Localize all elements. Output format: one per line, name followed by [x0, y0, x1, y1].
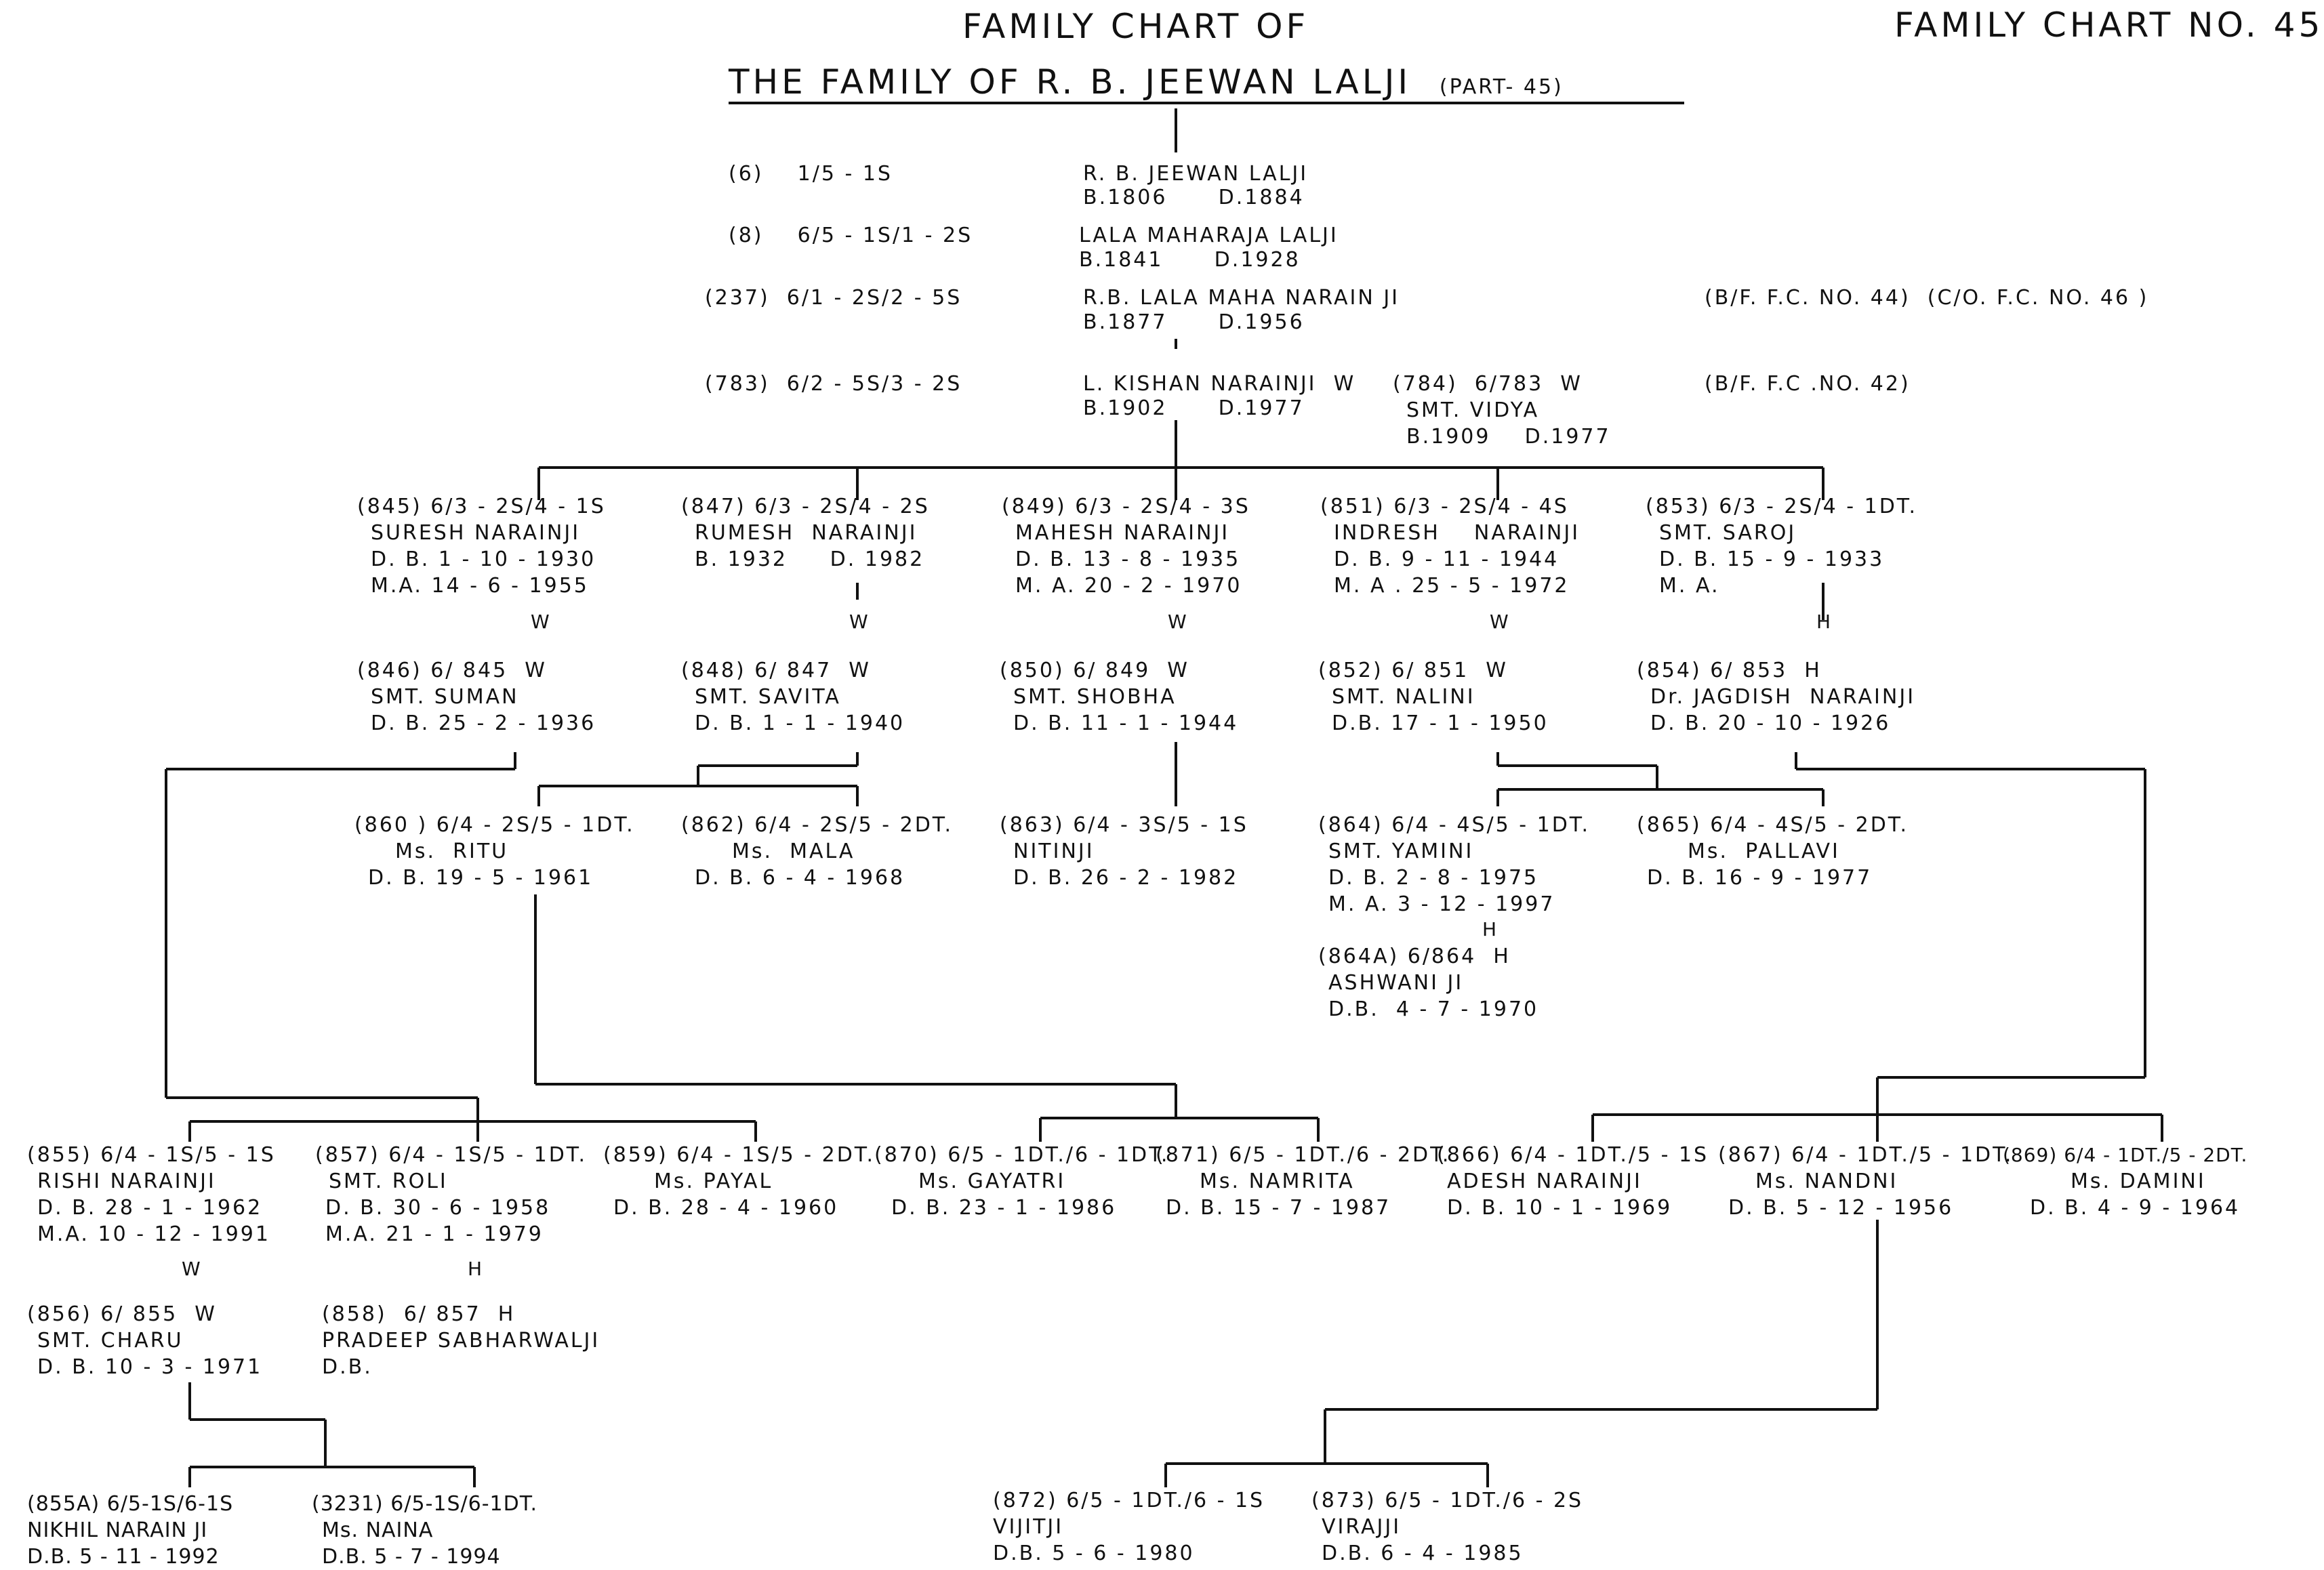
node-dates: D. B. 23 - 1 - 1986	[891, 1196, 1117, 1220]
node-name: SMT. SUMAN	[371, 685, 519, 709]
person-node	[1156, 1142, 1450, 1221]
node-dates: D. B. 19 - 5 - 1961	[368, 866, 594, 890]
node-dates: D.B.	[322, 1355, 373, 1379]
node-name: Ms. RITU	[395, 840, 509, 863]
node-dates: D. B. 11 - 1 - 1944	[1013, 711, 1239, 735]
node-dates: D.B. 5 - 11 - 1992	[27, 1545, 220, 1569]
spouse-node	[357, 657, 596, 737]
lineage-name: LALA MAHARAJA LALJI	[1079, 224, 1339, 247]
node-code: (870) 6/5 - 1DT./6 - 1DT.	[874, 1143, 1170, 1167]
person-node	[1320, 493, 1580, 599]
node-dates: D. B. 28 - 4 - 1960	[613, 1196, 839, 1220]
spouse-node	[1318, 943, 1538, 1022]
node-code: (853) 6/3 - 2S/4 - 1DT.	[1646, 495, 1918, 518]
node-name: RUMESH NARAINJI	[695, 521, 918, 545]
node-dates: D.B. 6 - 4 - 1985	[1322, 1542, 1524, 1565]
node-name: SMT. ROLI	[329, 1170, 448, 1193]
node-code: (851) 6/3 - 2S/4 - 4S	[1320, 495, 1569, 518]
node-dates: D. B. 15 - 9 - 1933	[1659, 548, 1885, 571]
node-code: (847) 6/3 - 2S/4 - 2S	[681, 495, 930, 518]
node-dates: D. B. 26 - 2 - 1982	[1013, 866, 1239, 890]
node-dates: D. B. 15 - 7 - 1987	[1166, 1196, 1391, 1220]
node-dates: D. B. 28 - 1 - 1962	[37, 1196, 263, 1220]
marriage-connector: W	[531, 611, 550, 633]
person-node	[312, 1491, 537, 1570]
node-dates: D.B. 5 - 7 - 1994	[322, 1545, 501, 1569]
marriage-connector: W	[849, 611, 868, 633]
chart-title-family: THE FAMILY OF R. B. JEEWAN LALJI	[729, 62, 1412, 102]
node-dates: D. B. 9 - 11 - 1944	[1334, 548, 1559, 571]
node-code: (867) 6/4 - 1DT./5 - 1DT.	[1718, 1143, 2014, 1167]
node-dates: D. B. 4 - 9 - 1964	[2030, 1196, 2241, 1220]
marriage-connector: W	[1168, 611, 1187, 633]
spouse-node	[1000, 657, 1238, 737]
node-code: (862) 6/4 - 2S/5 - 2DT.	[681, 813, 954, 837]
chart-title-line1: FAMILY CHART OF	[962, 7, 1309, 46]
node-marriage: M. A . 25 - 5 - 1972	[1334, 574, 1570, 598]
lineage-code: (237) 6/1 - 2S/2 - 5S	[705, 286, 962, 310]
node-name: Ms. PAYAL	[654, 1170, 773, 1193]
node-name: SURESH NARAINJI	[371, 521, 581, 545]
node-name: Ms. NANDNI	[1755, 1170, 1898, 1193]
node-dates: D. B. 13 - 8 - 1935	[1015, 548, 1241, 571]
node-name: Ms. PALLAVI	[1688, 840, 1840, 863]
lineage-code: (6) 1/5 - 1S	[729, 162, 893, 186]
node-name: Ms. GAYATRI	[918, 1170, 1066, 1193]
title-underline	[729, 102, 1684, 104]
node-code: (873) 6/5 - 1DT./6 - 2S	[1311, 1489, 1584, 1512]
node-name: SMT. CHARU	[37, 1329, 184, 1352]
node-code: (850) 6/ 849 W	[1000, 659, 1189, 682]
node-code: (854) 6/ 853 H	[1637, 659, 1822, 682]
node-code: (846) 6/ 845 W	[357, 659, 547, 682]
node-dates: D.B. 17 - 1 - 1950	[1332, 711, 1549, 735]
person-node	[315, 1142, 587, 1247]
person-node	[27, 1142, 276, 1247]
lineage-name: L. KISHAN NARAINJI W	[1083, 372, 1356, 396]
lineage-dates: B.1877 D.1956	[1083, 310, 1305, 334]
node-code: (865) 6/4 - 4S/5 - 2DT.	[1637, 813, 1909, 837]
node-name: PRADEEP SABHARWALJI	[322, 1329, 600, 1352]
spouse-node	[681, 657, 905, 737]
person-node	[874, 1142, 1169, 1221]
spouse-node	[1318, 657, 1549, 737]
person-node	[1002, 493, 1250, 599]
node-marriage: M.A. 21 - 1 - 1979	[325, 1222, 544, 1246]
node-code: (863) 6/4 - 3S/5 - 1S	[1000, 813, 1248, 837]
marriage-connector: W	[182, 1258, 201, 1280]
node-dates: D. B. 16 - 9 - 1977	[1647, 866, 1873, 890]
node-code: (871) 6/5 - 1DT./6 - 2DT.	[1156, 1143, 1451, 1167]
person-node	[27, 1491, 233, 1570]
person-node	[993, 1487, 1265, 1567]
node-marriage: M.A. 10 - 12 - 1991	[37, 1222, 270, 1246]
marriage-connector: H	[1482, 918, 1497, 941]
node-name: RISHI NARAINJI	[37, 1170, 216, 1193]
marriage-connector: H	[1816, 611, 1831, 633]
node-code: (848) 6/ 847 W	[681, 659, 871, 682]
node-marriage: M. A. 3 - 12 - 1997	[1328, 892, 1555, 916]
node-name: Ms. DAMINI	[2071, 1170, 2206, 1193]
node-dates: D. B. 6 - 4 - 1968	[695, 866, 905, 890]
node-code: (864) 6/4 - 4S/5 - 1DT.	[1318, 813, 1591, 837]
node-name: SMT. VIDYA	[1406, 398, 1540, 422]
person-node	[357, 493, 606, 599]
person-node	[681, 493, 930, 573]
person-node	[1718, 1142, 2013, 1221]
marriage-connector: W	[1490, 611, 1509, 633]
node-dates: D. B. 1 - 10 - 1930	[371, 548, 596, 571]
node-code: (857) 6/4 - 1S/5 - 1DT.	[315, 1143, 588, 1167]
lineage-dates: B.1902 D.1977	[1083, 396, 1305, 420]
node-name: Ms. MALA	[732, 840, 855, 863]
person-node	[1437, 1142, 1709, 1221]
node-name: SMT. NALINI	[1332, 685, 1475, 709]
person-node	[681, 812, 953, 891]
node-marriage: M. A. 20 - 2 - 1970	[1015, 574, 1242, 598]
node-code: (3231) 6/5-1S/6-1DT.	[312, 1492, 538, 1516]
lineage-code: (8) 6/5 - 1S/1 - 2S	[729, 224, 973, 247]
chart-title-line2	[729, 62, 1564, 102]
node-code: (859) 6/4 - 1S/5 - 2DT.	[603, 1143, 876, 1167]
node-dates: D. B. 10 - 3 - 1971	[37, 1355, 263, 1379]
node-dates: D. B. 25 - 2 - 1936	[371, 711, 596, 735]
person-node	[1311, 1487, 1583, 1567]
node-name: SMT. SHOBHA	[1013, 685, 1177, 709]
node-name: NITINJI	[1013, 840, 1095, 863]
cross-reference: (B/F. F.C .NO. 42)	[1705, 372, 1911, 396]
spouse-node	[1637, 657, 1915, 737]
node-name: Ms. NAINA	[322, 1519, 434, 1542]
lineage-code: (783) 6/2 - 5S/3 - 2S	[705, 372, 962, 396]
node-name: VIJITJI	[993, 1515, 1064, 1539]
node-code: (869) 6/4 - 1DT./5 - 2DT.	[2003, 1144, 2248, 1166]
node-marriage: M. A.	[1659, 574, 1720, 598]
person-node	[354, 812, 635, 891]
node-code: (845) 6/3 - 2S/4 - 1S	[357, 495, 606, 518]
node-dates: B. 1932 D. 1982	[695, 548, 925, 571]
node-code: (860 ) 6/4 - 2S/5 - 1DT.	[354, 813, 635, 837]
chart-number: FAMILY CHART NO. 45	[1894, 5, 2324, 45]
node-code: (856) 6/ 855 W	[27, 1302, 217, 1326]
node-dates: D. B. 30 - 6 - 1958	[325, 1196, 551, 1220]
node-code: (849) 6/3 - 2S/4 - 3S	[1002, 495, 1250, 518]
person-node	[1318, 812, 1590, 917]
node-code: (855) 6/4 - 1S/5 - 1S	[27, 1143, 276, 1167]
node-code: (872) 6/5 - 1DT./6 - 1S	[993, 1489, 1265, 1512]
lineage-dates: B.1841 D.1928	[1079, 248, 1301, 272]
chart-part-label: (PART- 45)	[1439, 75, 1564, 99]
node-dates: D. B. 1 - 1 - 1940	[695, 711, 905, 735]
node-name: Dr. JAGDISH NARAINJI	[1650, 685, 1916, 709]
node-name: Ms. NAMRITA	[1200, 1170, 1355, 1193]
node-dates: D. B. 5 - 12 - 1956	[1728, 1196, 1954, 1220]
node-dates: D. B. 10 - 1 - 1969	[1447, 1196, 1673, 1220]
node-name: MAHESH NARAINJI	[1015, 521, 1230, 545]
node-code: (855A) 6/5-1S/6-1S	[27, 1492, 234, 1516]
node-marriage: M.A. 14 - 6 - 1955	[371, 574, 589, 598]
marriage-connector: H	[468, 1258, 483, 1280]
node-name: SMT. SAROJ	[1659, 521, 1797, 545]
person-node	[603, 1142, 875, 1221]
node-code: (858) 6/ 857 H	[322, 1302, 516, 1326]
lineage-dates: B.1806 D.1884	[1083, 186, 1305, 209]
lineage-name: R.B. LALA MAHA NARAIN JI	[1083, 286, 1400, 310]
node-code: (784) 6/783 W	[1393, 372, 1583, 396]
node-dates: D. B. 20 - 10 - 1926	[1650, 711, 1891, 735]
node-name: VIRAJJI	[1322, 1515, 1402, 1539]
node-dates: D. B. 2 - 8 - 1975	[1328, 866, 1539, 890]
node-name: ADESH NARAINJI	[1447, 1170, 1642, 1193]
spouse-node	[27, 1301, 262, 1380]
person-node	[1000, 812, 1248, 891]
node-name: ASHWANI JI	[1328, 971, 1464, 995]
node-name: SMT. SAVITA	[695, 685, 841, 709]
node-dates: D.B. 4 - 7 - 1970	[1328, 997, 1539, 1021]
node-name: SMT. YAMINI	[1328, 840, 1474, 863]
node-code: (864A) 6/864 H	[1318, 945, 1511, 968]
cross-reference: (B/F. F.C. NO. 44) (C/O. F.C. NO. 46 )	[1705, 286, 2149, 310]
person-node	[1637, 812, 1909, 891]
spouse-node	[322, 1301, 600, 1380]
node-name: NIKHIL NARAIN JI	[27, 1519, 208, 1542]
node-dates: B.1909 D.1977	[1406, 425, 1611, 449]
node-code: (852) 6/ 851 W	[1318, 659, 1508, 682]
node-name: INDRESH NARAINJI	[1334, 521, 1581, 545]
node-code: (866) 6/4 - 1DT./5 - 1S	[1437, 1143, 1709, 1167]
person-node	[2003, 1142, 2247, 1221]
lineage-name: R. B. JEEWAN LALJI	[1083, 162, 1309, 186]
spouse-node	[1393, 371, 1611, 450]
person-node	[1646, 493, 1917, 599]
node-dates: D.B. 5 - 6 - 1980	[993, 1542, 1195, 1565]
